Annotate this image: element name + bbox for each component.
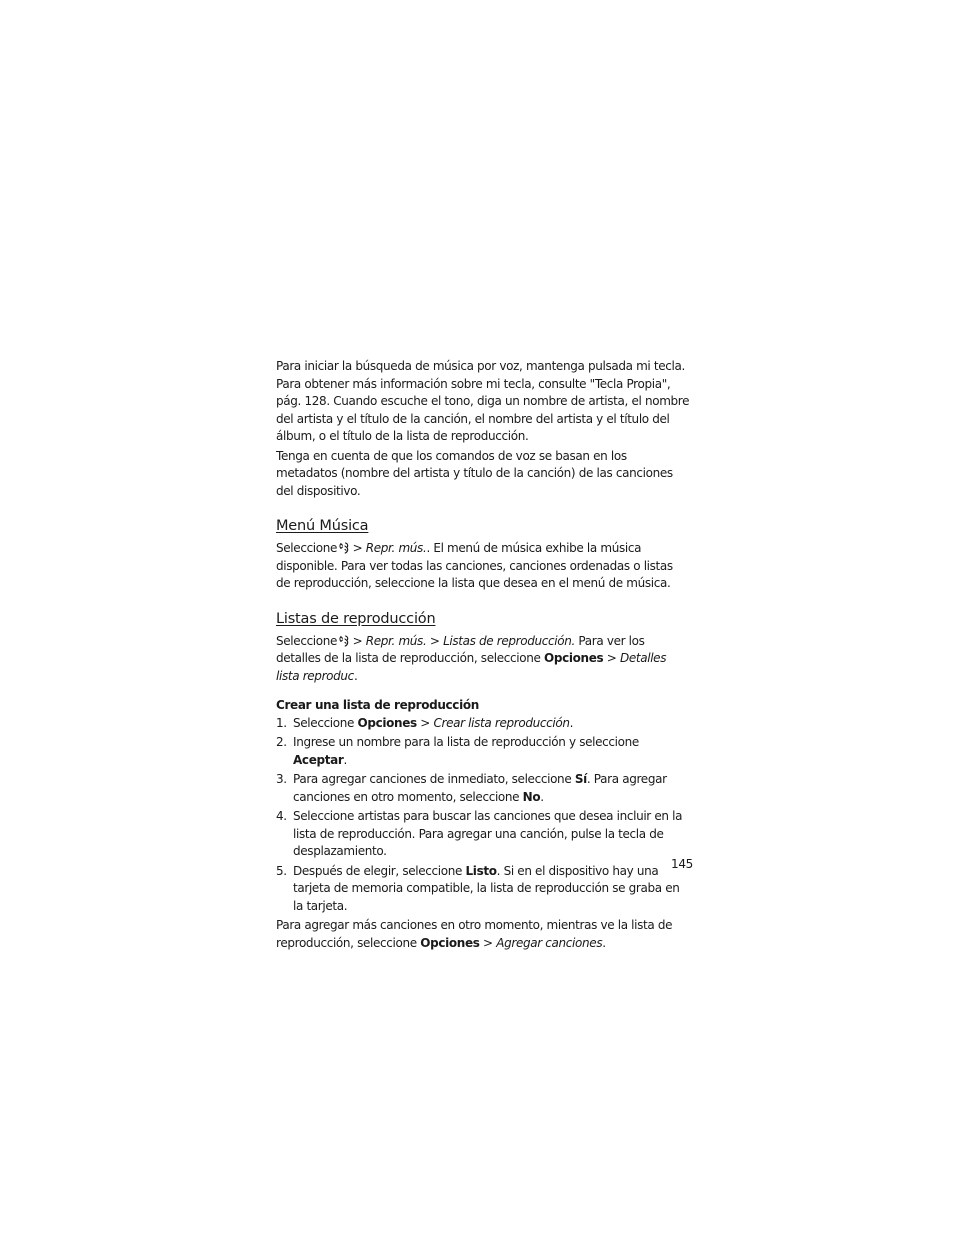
subheading-crear-lista: Crear una lista de reproducción <box>276 698 479 712</box>
manual-page <box>276 358 690 954</box>
menu-musica-paragraph: Seleccione > Repr. mús.. El menú de música exhibe la música disponible. Para ver todas las canciones, canciones ordenadas o listas de reproducción, seleccione la lista que desea en el menú de música. <box>276 541 673 590</box>
page-number: 145 <box>671 857 694 871</box>
section-heading-menu-musica: Menú Música <box>276 518 369 534</box>
list-item: 3. Para agregar canciones de inmediato, seleccione Sí. Para agregar canciones en otro momento, seleccione No. <box>276 772 667 804</box>
intro-paragraph-2: Tenga en cuenta de que los comandos de voz se basan en los metadatos (nombre del artista y título de la canción) de las canciones del dispositivo. <box>276 448 673 498</box>
intro-paragraph-1: Para iniciar la búsqueda de música por voz, mantenga pulsada mi tecla. Para obtener más información sobre mi tecla, consulte "Tecla Propia", pág. 128. Cuando escuche el tono, diga un nombre de artista, el nombre del artista y el título de la canción, el nombre del artista y el título del álbum, o el título de la lista de reproducción. <box>276 359 690 443</box>
list-item: 5. Después de elegir, seleccione Listo. Si en el dispositivo hay una tarjeta de memoria compatible, la lista de reproducción se graba en la tarjeta. <box>276 863 680 913</box>
list-item: 1. Seleccione Opciones > Crear lista reproducción. <box>276 715 574 730</box>
outro-paragraph: Para agregar más canciones en otro momento, mientras ve la lista de reproducción, seleccione Opciones > Agregar canciones. <box>276 918 673 950</box>
section-heading-listas: Listas de reproducción <box>276 610 436 627</box>
menu-key-icon <box>339 542 349 554</box>
repr-mus-path: Repr. mús. <box>365 541 427 555</box>
select-word: Seleccione <box>276 541 338 555</box>
listas-paragraph: Seleccione > Repr. mús. > Listas de reproducción. Para ver los detalles de la lista de reproducción, seleccione Opciones > Detalles lista reproduc. <box>276 633 667 683</box>
list-item: 2. Ingrese un nombre para la lista de reproducción y seleccione Aceptar. <box>276 735 639 767</box>
steps-list <box>276 715 690 916</box>
menu-key-icon <box>339 635 349 647</box>
list-item: 4. Seleccione artistas para buscar las canciones que desea incluir en la lista de reproducción. Para agregar una canción, pulse la tecla de desplazamiento. <box>276 809 683 858</box>
